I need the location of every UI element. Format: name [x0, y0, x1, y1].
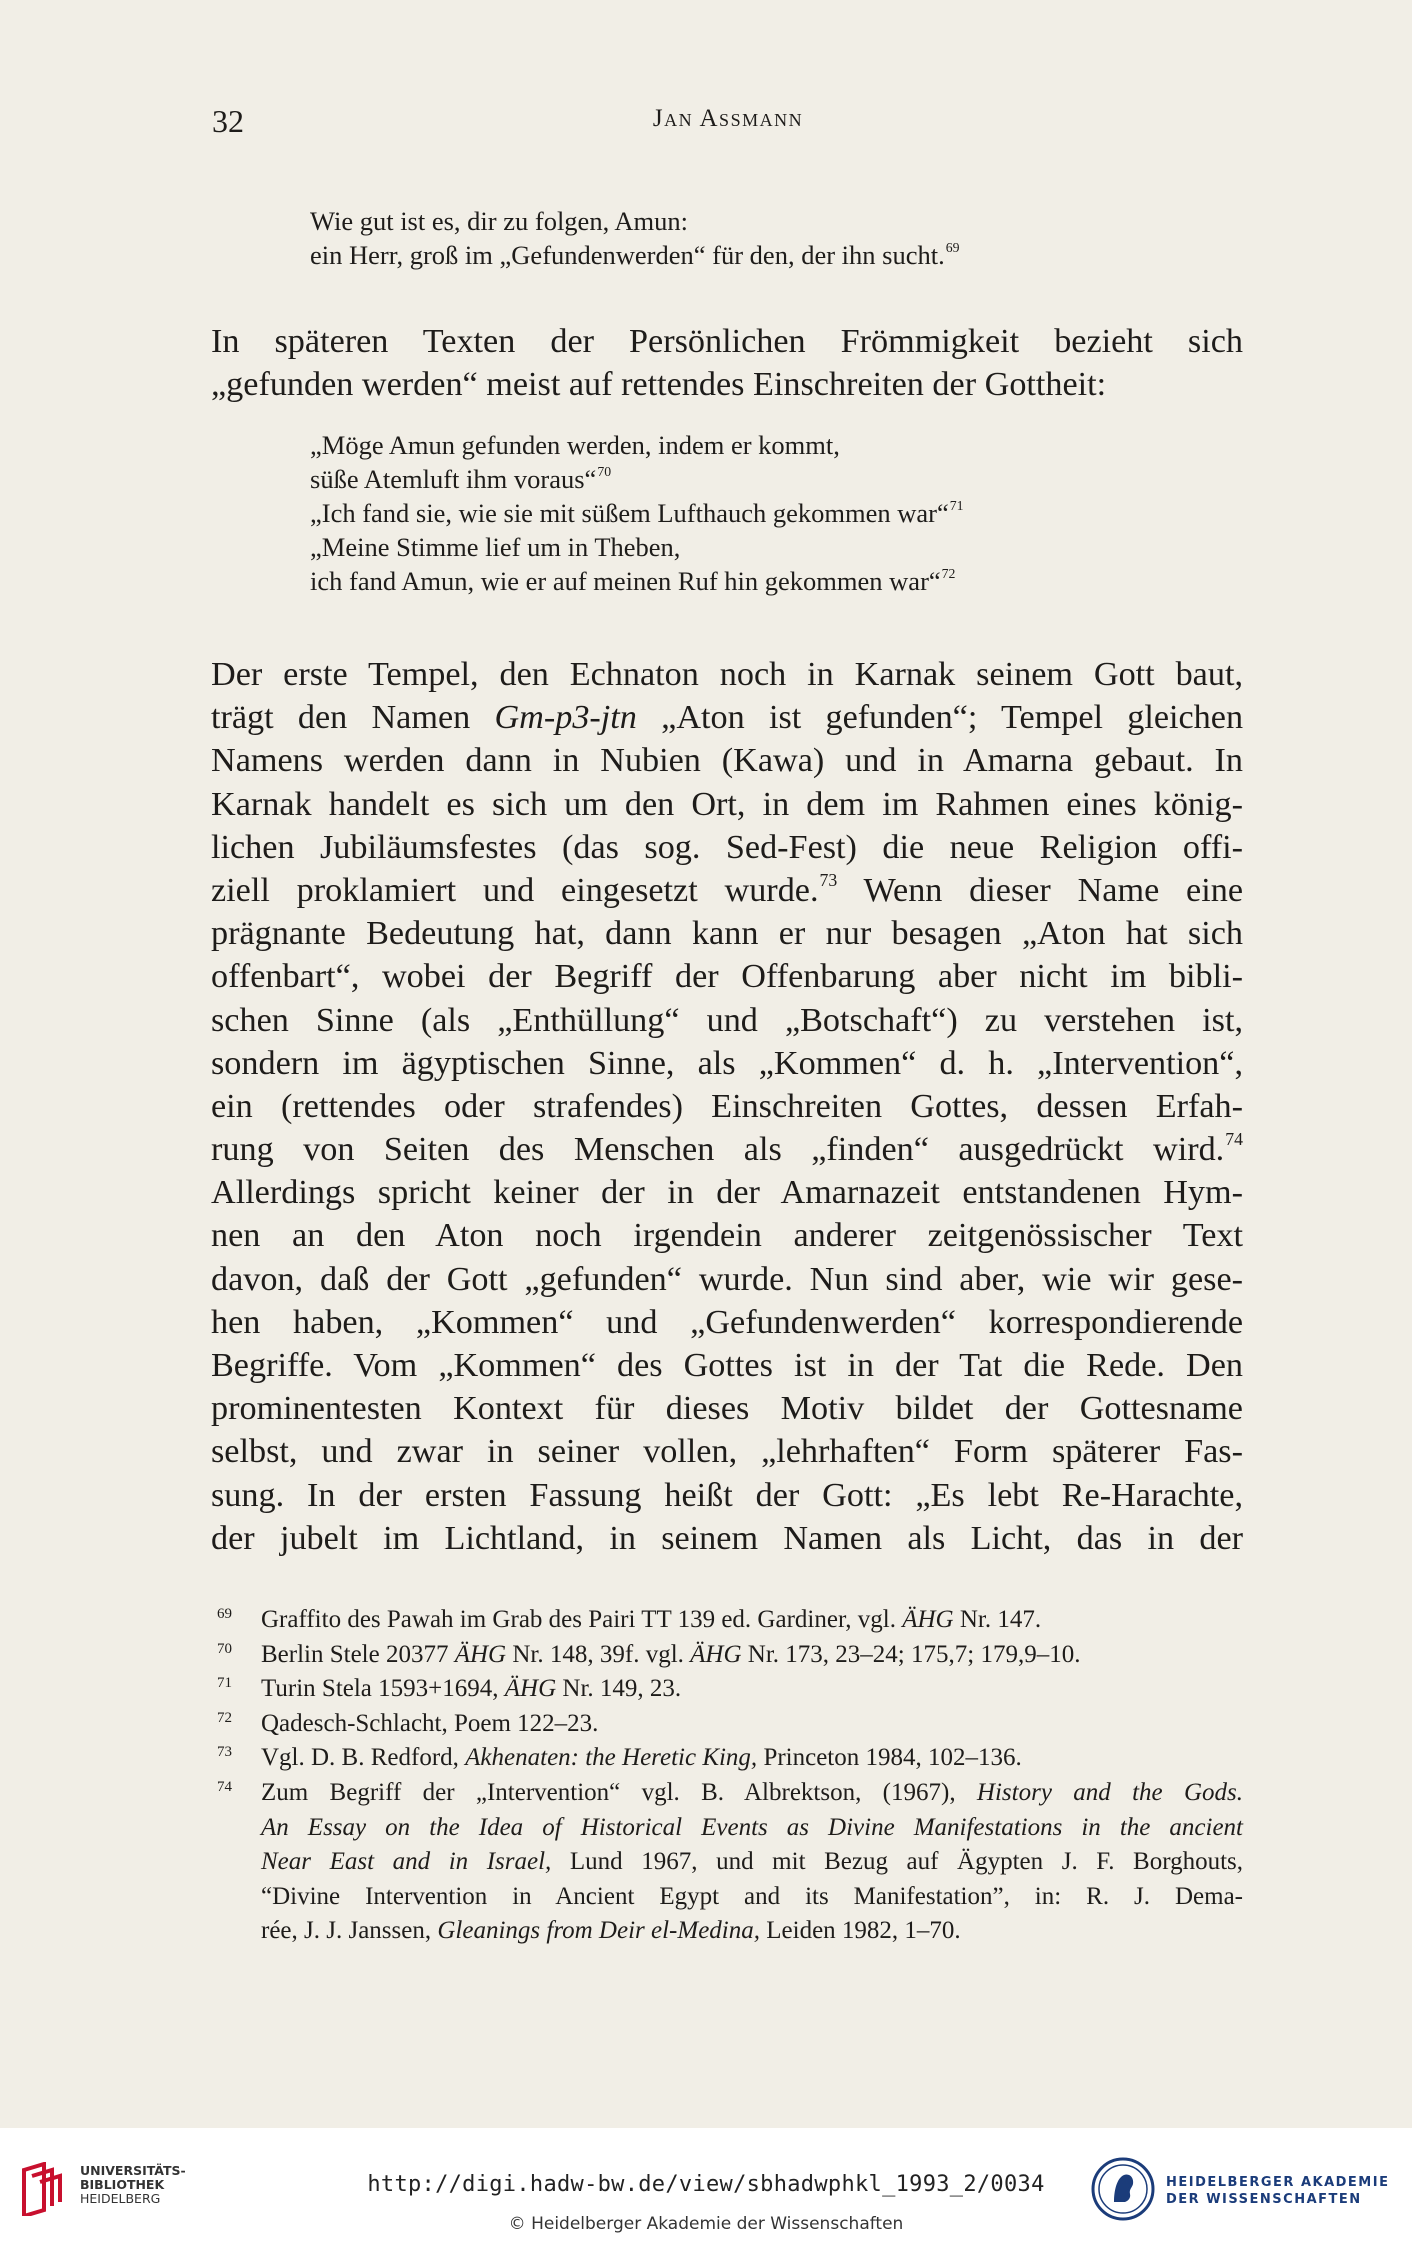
footnote-74: [211, 1776, 1243, 1949]
text-line: der jubelt im Lichtland, in seinem Namen als Licht, das in der: [211, 1519, 1243, 1557]
text-line: prägnante Bedeutung hat, dann kann er nur besagen „Aton hat sich: [211, 915, 1243, 953]
book-title: An Essay on the Idea of Historical Events as Divine Manifestations in the ancient: [261, 1813, 1243, 1841]
text-segment: Wenn dieser Name eine: [863, 871, 1243, 909]
text-segment: rung von Seiten des Menschen als „finden“ ausgedrückt wird.: [211, 1131, 1225, 1169]
footnote-73: [211, 1741, 1243, 1776]
text-line: lichen Jubiläumsfestes (das sog. Sed-Fest) die neue Religion offi-: [211, 828, 1243, 866]
text-segment: rée, J. J. Janssen,: [261, 1917, 432, 1945]
abbreviation: ÄHG: [690, 1640, 742, 1668]
book-title: Near East and in Israel,: [261, 1848, 552, 1876]
text-line: In späteren Texten der Persönlichen Frömmigkeit bezieht sich: [211, 323, 1243, 360]
text-segment: Nr. 173, 23–24; 175,7; 179,9–10.: [747, 1640, 1081, 1668]
text-segment: trägt den Namen: [211, 699, 471, 737]
text-line: ein (rettendes oder strafendes) Einschreiten Gottes, dessen Erfah-: [211, 1087, 1243, 1125]
footnote-line: Qadesch-Schlacht, Poem 122–23.: [261, 1709, 599, 1737]
text-line: [211, 696, 1243, 739]
abbreviation: ÄHG: [902, 1606, 954, 1633]
quote-line: [310, 238, 959, 272]
quote-line: [310, 462, 964, 496]
page-header: [212, 103, 1244, 143]
footnote-ref[interactable]: 70: [597, 464, 612, 480]
footnote-line: [261, 1672, 1243, 1707]
paragraph-2: [211, 653, 1243, 1560]
footnote-line: [261, 1914, 1243, 1949]
text-line: hen haben, „Kommen“ und „Gefundenwerden“ korrespondierende: [211, 1303, 1243, 1341]
book-title: History and the Gods.: [976, 1778, 1243, 1806]
quote-line-text: „Ich fand sie, wie sie mit süßem Lufthauch gekommen war“: [310, 498, 949, 528]
quote-line-text: süße Atemluft ihm voraus“: [310, 464, 597, 494]
quote-line: [310, 564, 964, 598]
text-line: [211, 869, 1243, 912]
footnote-line: [261, 1811, 1243, 1846]
abbreviation: ÄHG: [504, 1675, 557, 1703]
footnote-line: [261, 1845, 1243, 1880]
footnote-line: [261, 1603, 1243, 1638]
quote-line: Wie gut ist es, dir zu folgen, Amun:: [310, 206, 688, 236]
text-segment: Leiden 1982, 1–70.: [766, 1917, 961, 1945]
text-segment: Vgl. D. B. Redford,: [261, 1744, 459, 1772]
viewer-footer: [0, 2128, 1412, 2247]
abbreviation: ÄHG: [454, 1640, 507, 1668]
text-segment: Nr. 147.: [959, 1606, 1042, 1633]
footnote-number: 72: [217, 1709, 232, 1726]
running-head: Jan Assmann: [652, 105, 804, 132]
footnote-ref[interactable]: 73: [819, 869, 838, 890]
library-name-line: BIBLIOTHEK: [80, 2177, 165, 2192]
quote-line: [310, 496, 964, 530]
block-quote-2: [310, 428, 964, 598]
academy-logo[interactable]: [1090, 2156, 1390, 2226]
footnote-ref[interactable]: 74: [1225, 1128, 1243, 1149]
footnote-number: 74: [217, 1778, 232, 1795]
text-line: sondern im ägyptischen Sinne, als „Kommen“ d. h. „Intervention“,: [211, 1044, 1243, 1082]
footnote-ref[interactable]: 69: [945, 240, 960, 256]
text-line: nen an den Aton noch irgendein anderer zeitgenössischer Text: [211, 1217, 1243, 1255]
text-segment: Lund 1967, und mit Bezug auf Ägypten J. F. Borghouts,: [569, 1848, 1244, 1876]
page-number: 32: [212, 103, 244, 139]
quote-line-text: ich fand Amun, wie er auf meinen Ruf hin gekommen war“: [310, 566, 941, 596]
text-line: davon, daß der Gott „gefunden“ wurde. Nun sind aber, wie wir gese-: [211, 1260, 1243, 1298]
footnote-number: 69: [217, 1606, 232, 1622]
text-segment: Nr. 149, 23.: [562, 1675, 682, 1703]
text-segment: „Aton ist gefunden“; Tempel gleichen: [661, 699, 1244, 737]
text-line: [211, 1128, 1243, 1171]
text-segment: Princeton 1984, 102–136.: [763, 1744, 1022, 1772]
footnote-72: [211, 1707, 1243, 1742]
block-quote-1: [310, 204, 959, 272]
footnote-number: 70: [217, 1640, 232, 1657]
text-segment: Zum Begriff der „Intervention“ vgl. B. Albrektson, (1967),: [261, 1778, 956, 1806]
library-name-line: HEIDELBERG: [80, 2191, 161, 2206]
academy-seal-icon: [1090, 2156, 1156, 2222]
footnote-ref[interactable]: 71: [949, 498, 964, 514]
footnote-ref[interactable]: 72: [941, 566, 956, 582]
academy-name: [1166, 2174, 1389, 2208]
book-title: Akhenaten: the Heretic King,: [465, 1744, 758, 1772]
text-segment: Nr. 148, 39f. vgl.: [512, 1640, 684, 1668]
academy-name-line: HEIDELBERGER AKADEMIE: [1166, 2175, 1390, 2190]
text-segment: Turin Stela 1593+1694,: [261, 1675, 499, 1703]
book-title: Gleanings from Deir el-Medina,: [437, 1917, 760, 1945]
text-segment: Graffito des Pawah im Grab des Pairi TT 139 ed. Gardiner, vgl.: [261, 1606, 896, 1633]
text-line: schen Sinne (als „Enthüllung“ und „Botschaft“) zu verstehen ist,: [211, 1001, 1243, 1039]
footnote-line: [261, 1638, 1243, 1673]
quote-line-text: ein Herr, groß im „Gefundenwerden“ für den, der ihn sucht.: [310, 240, 945, 270]
footnote-line: [261, 1776, 1243, 1811]
text-line: „gefunden werden“ meist auf rettendes Einschreiten der Gottheit:: [211, 366, 1107, 404]
paragraph-1: [211, 320, 1243, 406]
text-line: Begriffe. Vom „Kommen“ des Gottes ist in der Tat die Rede. Den: [211, 1347, 1243, 1384]
text-line: prominentesten Kontext für dieses Motiv bildet der Gottesname: [211, 1390, 1243, 1428]
footnote-line: “Divine Intervention in Ancient Egypt and its Manifestation”, in: R. J. Dema-: [261, 1882, 1243, 1910]
text-line: Der erste Tempel, den Echnaton noch in Karnak seinem Gott baut,: [211, 656, 1243, 693]
copyright-notice: © Heidelberger Akademie der Wissenschaften: [508, 2214, 904, 2234]
footnote-71: [211, 1672, 1243, 1707]
text-line: offenbart“, wobei der Begriff der Offenbarung aber nicht im bibli-: [211, 958, 1243, 996]
quote-line: „Meine Stimme lief um in Theben,: [310, 532, 681, 562]
footnote-69: [211, 1603, 1243, 1638]
library-name-line: UNIVERSITÄTS-: [80, 2163, 186, 2178]
quote-line: „Möge Amun gefunden werden, indem er kommt,: [310, 430, 840, 460]
footnotes: [211, 1603, 1243, 1949]
text-line: Karnak handelt es sich um den Ort, in dem im Rahmen eines könig-: [211, 785, 1243, 823]
footnote-number: 71: [217, 1675, 232, 1692]
text-line: selbst, und zwar in seiner vollen, „lehrhaften“ Form späterer Fas-: [211, 1433, 1243, 1471]
transliteration: Gm-p3-jtn: [494, 699, 637, 737]
footnote-70: [211, 1638, 1243, 1673]
footnote-line: [261, 1741, 1243, 1776]
text-line: Namens werden dann in Nubien (Kawa) und in Amarna gebaut. In: [211, 742, 1243, 780]
text-segment: ziell proklamiert und eingesetzt wurde.: [211, 871, 819, 909]
permalink[interactable]: http://digi.hadw-bw.de/view/sbhadwphkl_1993_2/0034: [367, 2172, 1045, 2197]
text-line: Allerdings spricht keiner der in der Amarnazeit entstandenen Hym-: [211, 1174, 1243, 1212]
text-segment: Berlin Stele 20377: [261, 1640, 449, 1668]
text-line: sung. In der ersten Fassung heißt der Gott: „Es lebt Re-Harachte,: [211, 1476, 1243, 1514]
academy-name-line: DER WISSENSCHAFTEN: [1166, 2192, 1362, 2207]
footnote-number: 73: [217, 1744, 232, 1761]
